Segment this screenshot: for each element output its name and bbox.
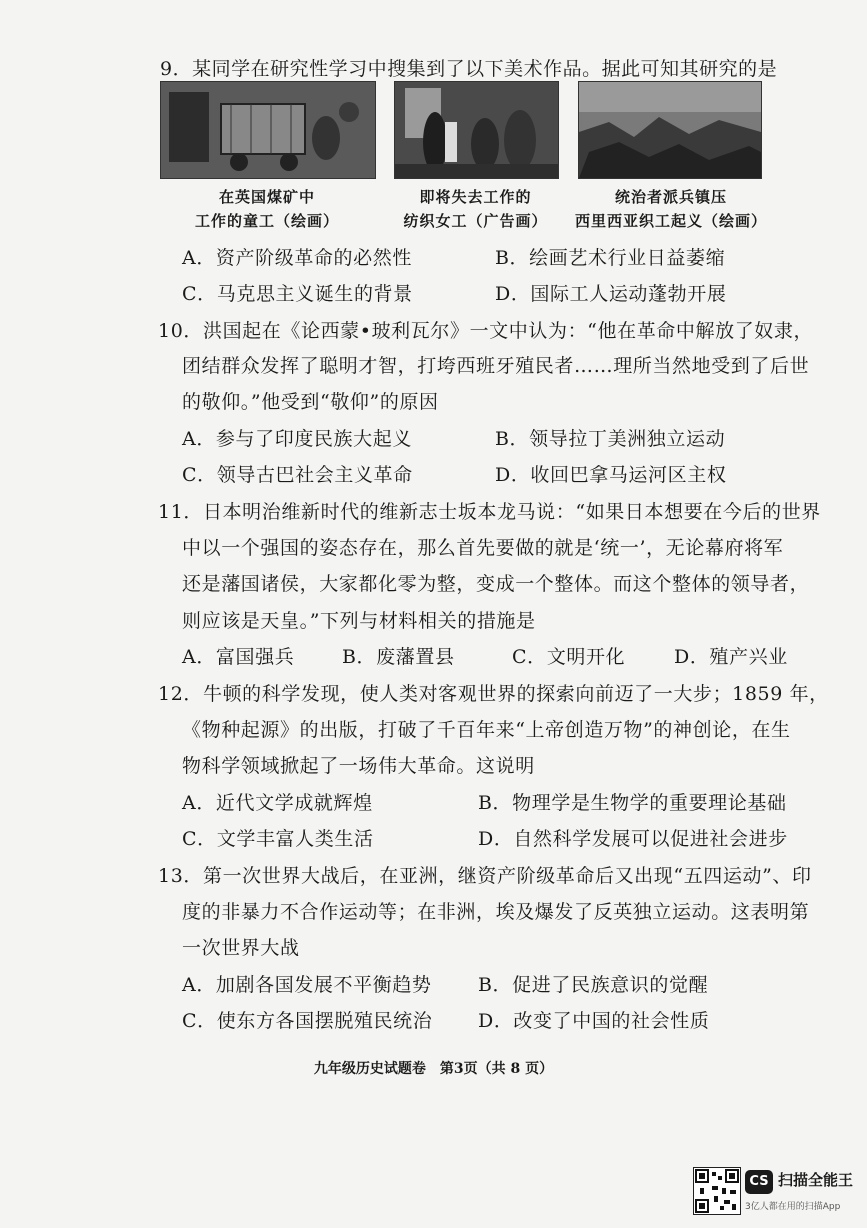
q13-line-2: 度的非暴力不合作运动等；在非洲，埃及爆发了反英独立运动。这表明第	[182, 901, 810, 923]
image-2-caption	[385, 185, 566, 233]
q12-option-b: B．物理学是生物学的重要理论基础	[478, 792, 787, 814]
q13-option-b: B．促进了民族意识的觉醒	[478, 974, 709, 996]
q13-line-1: 13．第一次世界大战后，在亚洲，继资产阶级革命后又出现“五四运动”、印	[158, 865, 812, 887]
image-3-caption	[566, 185, 776, 233]
q11-line-3: 还是藩国诸侯，大家都化零为整，变成一个整体。而这个整体的领导者，	[182, 573, 810, 595]
q12-option-d: D．自然科学发展可以促进社会进步	[478, 828, 788, 850]
q13-option-d: D．改变了中国的社会性质	[478, 1010, 710, 1032]
image-1-caption-line2: 工作的童工（绘画）	[194, 212, 339, 230]
q9-option-b: B．绘画艺术行业日益萎缩	[495, 247, 726, 269]
q10-line-3: 的敬仰。”他受到“敬仰”的原因	[182, 391, 439, 413]
q12-line-2: 《物种起源》的出版，打破了千百年来“上帝创造万物”的神创论，在生	[182, 719, 791, 741]
q13-option-a: A．加剧各国发展不平衡趋势	[182, 974, 432, 996]
q9-option-d: D．国际工人运动蓬勃开展	[495, 283, 727, 305]
silesian-weavers-uprising-painting	[578, 81, 762, 179]
q10-line-2: 团结群众发挥了聪明才智，打垮西班牙殖民者……理所当然地受到了后世	[182, 355, 810, 377]
q12-option-c: C．文学丰富人类生活	[182, 828, 374, 850]
image-2-caption-line2: 纺织女工（广告画）	[403, 212, 548, 230]
q10-option-b: B．领导拉丁美洲独立运动	[495, 428, 726, 450]
question-9-stem: 9．某同学在研究性学习中搜集到了以下美术作品。据此可知其研究的是	[160, 58, 778, 80]
image-1-caption-line1: 在英国煤矿中	[218, 188, 315, 206]
image-2-caption-line1: 即将失去工作的	[419, 188, 532, 206]
camscanner-logo-icon: CS	[745, 1170, 773, 1194]
q11-line-4: 则应该是天皇。”下列与材料相关的措施是	[182, 610, 536, 632]
q12-line-3: 物科学领域掀起了一场伟大革命。这说明	[182, 755, 535, 777]
child-labor-coal-mine-painting	[160, 81, 376, 179]
camscanner-brand-name: 扫描全能王	[778, 1171, 854, 1189]
q10-option-c: C．领导古巴社会主义革命	[182, 464, 413, 486]
q10-option-a: A．参与了印度民族大起义	[182, 428, 412, 450]
q9-option-a: A．资产阶级革命的必然性	[182, 247, 412, 269]
q9-option-c: C．马克思主义诞生的背景	[182, 283, 413, 305]
q12-line-1: 12．牛顿的科学发现，使人类对客观世界的探索向前迈了一大步；1859 年，	[158, 683, 829, 705]
image-3-caption-line1: 统治者派兵镇压	[614, 188, 727, 206]
q10-option-d: D．收回巴拿马运河区主权	[495, 464, 727, 486]
page-footer: 九年级历史试题卷 第3页（共 8 页）	[313, 1061, 554, 1077]
q11-line-2: 中以一个强国的姿态存在，那么首先要做的就是‘统一’，无论幕府将军	[182, 537, 784, 559]
camscanner-tagline: 3亿人都在用的扫描App	[745, 1202, 841, 1212]
qr-code-icon	[693, 1167, 741, 1215]
image-1-caption	[160, 185, 374, 233]
q12-option-a: A．近代文学成就辉煌	[182, 792, 373, 814]
q10-line-1: 10．洪国起在《论西蒙•玻利瓦尔》一文中认为：“他在革命中解放了奴隶，	[158, 320, 814, 342]
q11-option-a: A．富国强兵	[182, 646, 295, 668]
q13-line-3: 一次世界大战	[182, 937, 300, 959]
q11-option-d: D．殖产兴业	[674, 646, 788, 668]
q13-option-c: C．使东方各国摆脱殖民统治	[182, 1010, 433, 1032]
q11-option-c: C．文明开化	[512, 646, 626, 668]
q11-line-1: 11．日本明治维新时代的维新志士坂本龙马说：“如果日本想要在今后的世界	[158, 501, 821, 523]
image-3-caption-line2: 西里西亚织工起义（绘画）	[574, 212, 767, 230]
weaving-women-poster	[394, 81, 559, 179]
q11-option-b: B．废藩置县	[342, 646, 455, 668]
